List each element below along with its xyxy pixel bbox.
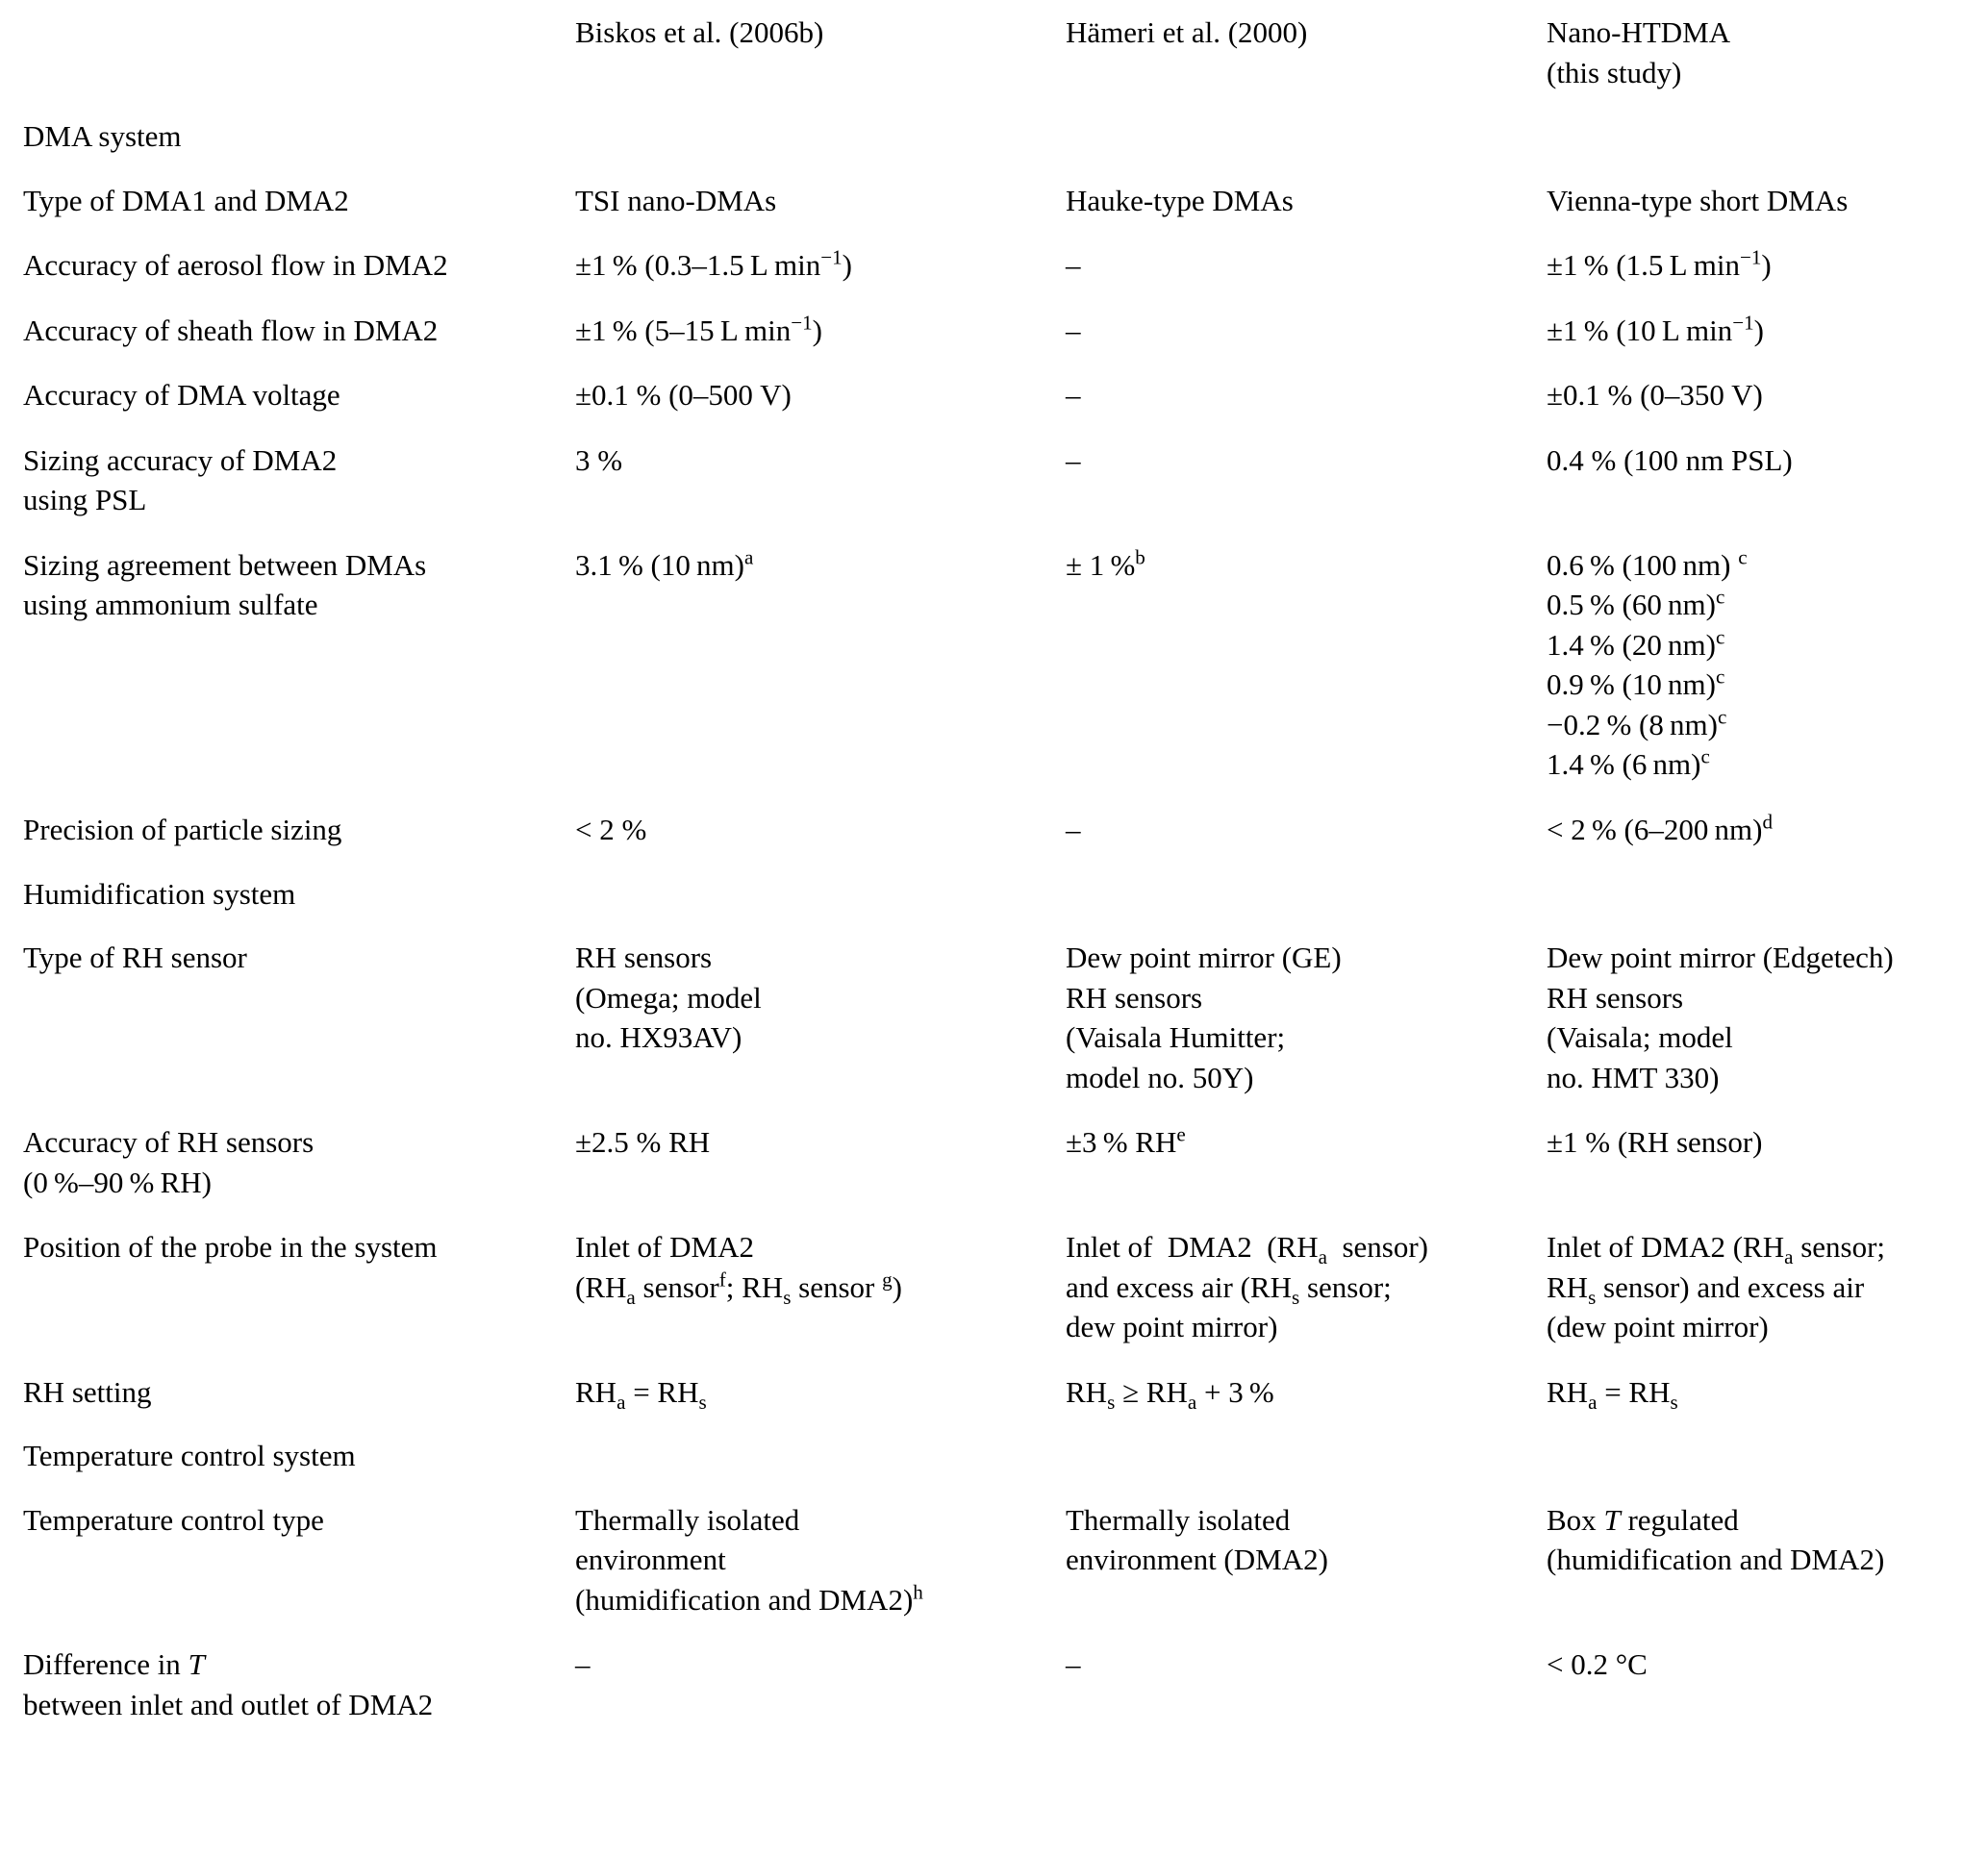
row-value-hameri: – xyxy=(1066,1647,1081,1682)
row-label xyxy=(17,1110,575,1215)
hameri-line-1: Dew point mirror (GE) xyxy=(1066,941,1342,975)
table-row xyxy=(17,168,1971,234)
hameri-line-2: environment (DMA2) xyxy=(1066,1543,1328,1577)
section-empty-1 xyxy=(575,105,1066,168)
table-row xyxy=(17,428,1971,533)
row-label: Precision of particle sizing xyxy=(23,812,342,846)
row-value-nano: ±1 % (RH sensor) xyxy=(1547,1125,1763,1160)
hameri-line-2: RH sensors xyxy=(1066,980,1203,1015)
biskos-line-2: environment xyxy=(575,1543,726,1577)
header-cell-blank xyxy=(17,0,575,105)
hameri-line-1: Inlet of DMA2 ($RH_a$ sensor) xyxy=(1066,1230,1429,1269)
row-value-hameri: $RH_s \ge RH_a + 3$ % xyxy=(1066,1374,1274,1414)
comparison-table xyxy=(17,0,1971,1738)
table-row xyxy=(17,1215,1971,1360)
biskos-line-1: Thermally isolated xyxy=(575,1502,800,1537)
header-cell-biskos: Biskos et al. (2006b) xyxy=(575,15,824,49)
row-label: Type of RH sensor xyxy=(23,941,247,975)
row-label xyxy=(17,428,575,533)
row-label: Type of DMA1 and DMA2 xyxy=(23,183,349,217)
table-row xyxy=(17,1110,1971,1215)
row-label xyxy=(17,1632,575,1737)
table-header xyxy=(17,0,1971,105)
row-label-line1: Difference in T xyxy=(23,1647,205,1682)
biskos-line-2: (Omega; model xyxy=(575,980,762,1015)
row-value-nano xyxy=(1547,925,1971,1110)
biskos-line-1: RH sensors xyxy=(575,941,713,975)
nano-line-2: 0.5 % (60 nm)$^c$ xyxy=(1547,585,1725,622)
section-title-humidification: Humidification system xyxy=(23,876,296,911)
row-label: Accuracy of DMA voltage xyxy=(23,378,340,413)
row-value-nano: $RH_a = RH_s$ xyxy=(1547,1374,1678,1414)
row-value-hameri: ± 1 %$^b$ xyxy=(1066,545,1145,582)
row-value-biskos: < 2 % xyxy=(575,812,647,846)
nano-line-1: Box T regulated xyxy=(1547,1502,1739,1537)
nano-line-3: (Vaisala; model xyxy=(1547,1020,1733,1055)
row-label-line1: Sizing agreement between DMAs xyxy=(23,547,427,582)
header-cell-nano xyxy=(1547,0,1971,105)
nano-line-4: no. HMT 330) xyxy=(1547,1060,1720,1094)
header-nano-line2: (this study) xyxy=(1547,55,1682,89)
nano-line-5: −0.2 % (8 nm)$^c$ xyxy=(1547,705,1727,741)
row-value-biskos: $RH_a = RH_s$ xyxy=(575,1374,707,1414)
row-value-hameri xyxy=(1066,1215,1547,1360)
hameri-line-1: Thermally isolated xyxy=(1066,1502,1291,1537)
row-value-nano: 0.4 % (100 nm PSL) xyxy=(1547,442,1793,477)
row-value-nano: Vienna-type short DMAs xyxy=(1547,183,1849,217)
table-section-row xyxy=(17,863,1971,926)
row-value-hameri: – xyxy=(1066,442,1081,477)
row-value-nano: < 0.2 °C xyxy=(1547,1647,1648,1682)
row-label: Accuracy of sheath flow in DMA2 xyxy=(23,313,439,347)
biskos-line-1: Inlet of DMA2 xyxy=(575,1230,754,1265)
row-value-biskos: – xyxy=(575,1647,591,1682)
row-value-biskos: ±1 % (0.3–1.5 L $\min^{-1}$) xyxy=(575,245,852,283)
biskos-line-2: ($RH_a$ sensor$^f$; $RH_s$ sensor $^g$) xyxy=(575,1267,902,1309)
row-label-line2: using PSL xyxy=(23,483,147,517)
table-section-row xyxy=(17,1424,1971,1488)
section-empty-1 xyxy=(575,1424,1066,1488)
header-nano-line1: Nano-HTDMA xyxy=(1547,15,1731,49)
row-label xyxy=(17,533,575,797)
nano-line-1: 0.6 % (100 nm) $^c$ xyxy=(1547,545,1748,582)
row-value-nano: < 2 % (6–200 nm)$^d$ xyxy=(1547,810,1774,846)
table-row xyxy=(17,233,1971,298)
table-row xyxy=(17,1488,1971,1633)
row-value-biskos xyxy=(575,925,1066,1110)
row-label-line2: (0 %–90 % RH) xyxy=(23,1165,212,1199)
table-row xyxy=(17,1632,1971,1737)
table-row xyxy=(17,925,1971,1110)
header-cell-hameri: Hämeri et al. (2000) xyxy=(1066,15,1308,49)
biskos-line-3: (humidification and DMA2)$^h$ xyxy=(575,1580,923,1617)
row-value-hameri: – xyxy=(1066,378,1081,413)
section-empty-2 xyxy=(1066,863,1547,926)
row-label: Accuracy of aerosol flow in DMA2 xyxy=(23,248,448,283)
section-empty-3 xyxy=(1547,105,1971,168)
row-value-hameri xyxy=(1066,925,1547,1110)
hameri-line-2: and excess air ($RH_s$ sensor; xyxy=(1066,1269,1392,1309)
table-body xyxy=(17,105,1971,1737)
row-value-nano xyxy=(1547,1488,1971,1633)
hameri-line-3: (Vaisala Humitter; xyxy=(1066,1020,1286,1055)
nano-line-2: $RH_s$ sensor) and excess air xyxy=(1547,1269,1865,1309)
nano-line-3: 1.4 % (20 nm)$^c$ xyxy=(1547,625,1725,662)
header-row xyxy=(17,0,1971,105)
row-value-biskos: 3.1 % (10 nm)$^a$ xyxy=(575,545,754,582)
row-value-hameri: – xyxy=(1066,812,1081,846)
row-value-hameri: ±3 % $RH^e$ xyxy=(1066,1122,1186,1160)
nano-line-4: 0.9 % (10 nm)$^c$ xyxy=(1547,665,1725,702)
row-value-hameri: Hauke-type DMAs xyxy=(1066,183,1294,217)
row-label-line1: Sizing accuracy of DMA2 xyxy=(23,442,338,477)
section-empty-3 xyxy=(1547,1424,1971,1488)
section-title-temperature: Temperature control system xyxy=(23,1439,356,1473)
row-label-line1: Accuracy of RH sensors xyxy=(23,1125,315,1160)
table-row xyxy=(17,797,1971,863)
table-row xyxy=(17,533,1971,797)
row-value-nano: ±0.1 % (0–350 V) xyxy=(1547,378,1763,413)
row-value-biskos: ±0.1 % (0–500 V) xyxy=(575,378,792,413)
row-value-biskos: ±1 % (5–15 L $\min^{-1}$) xyxy=(575,311,822,347)
row-label: Position of the probe in the system xyxy=(23,1230,438,1265)
row-label-line2: between inlet and outlet of DMA2 xyxy=(23,1688,434,1721)
section-empty-2 xyxy=(1066,105,1547,168)
row-label: RH setting xyxy=(23,1374,152,1409)
section-title-dma: DMA system xyxy=(23,119,182,154)
biskos-line-3: no. HX93AV) xyxy=(575,1020,742,1055)
row-value-hameri xyxy=(1066,1488,1547,1633)
row-value-nano: ±1 % (10 L $\min^{-1}$) xyxy=(1547,311,1764,347)
row-value-nano xyxy=(1547,1215,1971,1360)
section-empty-2 xyxy=(1066,1424,1547,1488)
row-value-biskos xyxy=(575,1488,1066,1633)
row-value-nano: ±1 % (1.5 L $\min^{-1}$) xyxy=(1547,245,1772,283)
nano-line-6: 1.4 % (6 nm)$^c$ xyxy=(1547,745,1710,782)
section-empty-1 xyxy=(575,863,1066,926)
nano-line-1: Inlet of DMA2 ($RH_a$ sensor; xyxy=(1547,1230,1886,1269)
row-value-biskos: TSI nano-DMAs xyxy=(575,183,777,217)
section-empty-3 xyxy=(1547,863,1971,926)
hameri-line-3: dew point mirror) xyxy=(1066,1310,1278,1344)
row-value-biskos xyxy=(575,1215,1066,1360)
row-label-line2: using ammonium sulfate xyxy=(23,588,318,622)
row-label: Temperature control type xyxy=(23,1502,324,1537)
row-value-biskos: ±2.5 % RH xyxy=(575,1125,711,1160)
hameri-line-4: model no. 50Y) xyxy=(1066,1060,1254,1094)
table-row xyxy=(17,298,1971,364)
table-section-row xyxy=(17,105,1971,168)
row-value-hameri: – xyxy=(1066,248,1081,283)
row-value-nano xyxy=(1547,533,1971,797)
table-row xyxy=(17,363,1971,428)
nano-line-2: RH sensors xyxy=(1547,980,1684,1015)
table-row xyxy=(17,1360,1971,1425)
nano-line-1: Dew point mirror (Edgetech) xyxy=(1547,941,1894,975)
row-value-hameri: – xyxy=(1066,313,1081,347)
nano-line-2: (humidification and DMA2) xyxy=(1547,1543,1885,1577)
nano-line-3: (dew point mirror) xyxy=(1547,1310,1769,1344)
row-value-biskos: 3 % xyxy=(575,442,623,477)
